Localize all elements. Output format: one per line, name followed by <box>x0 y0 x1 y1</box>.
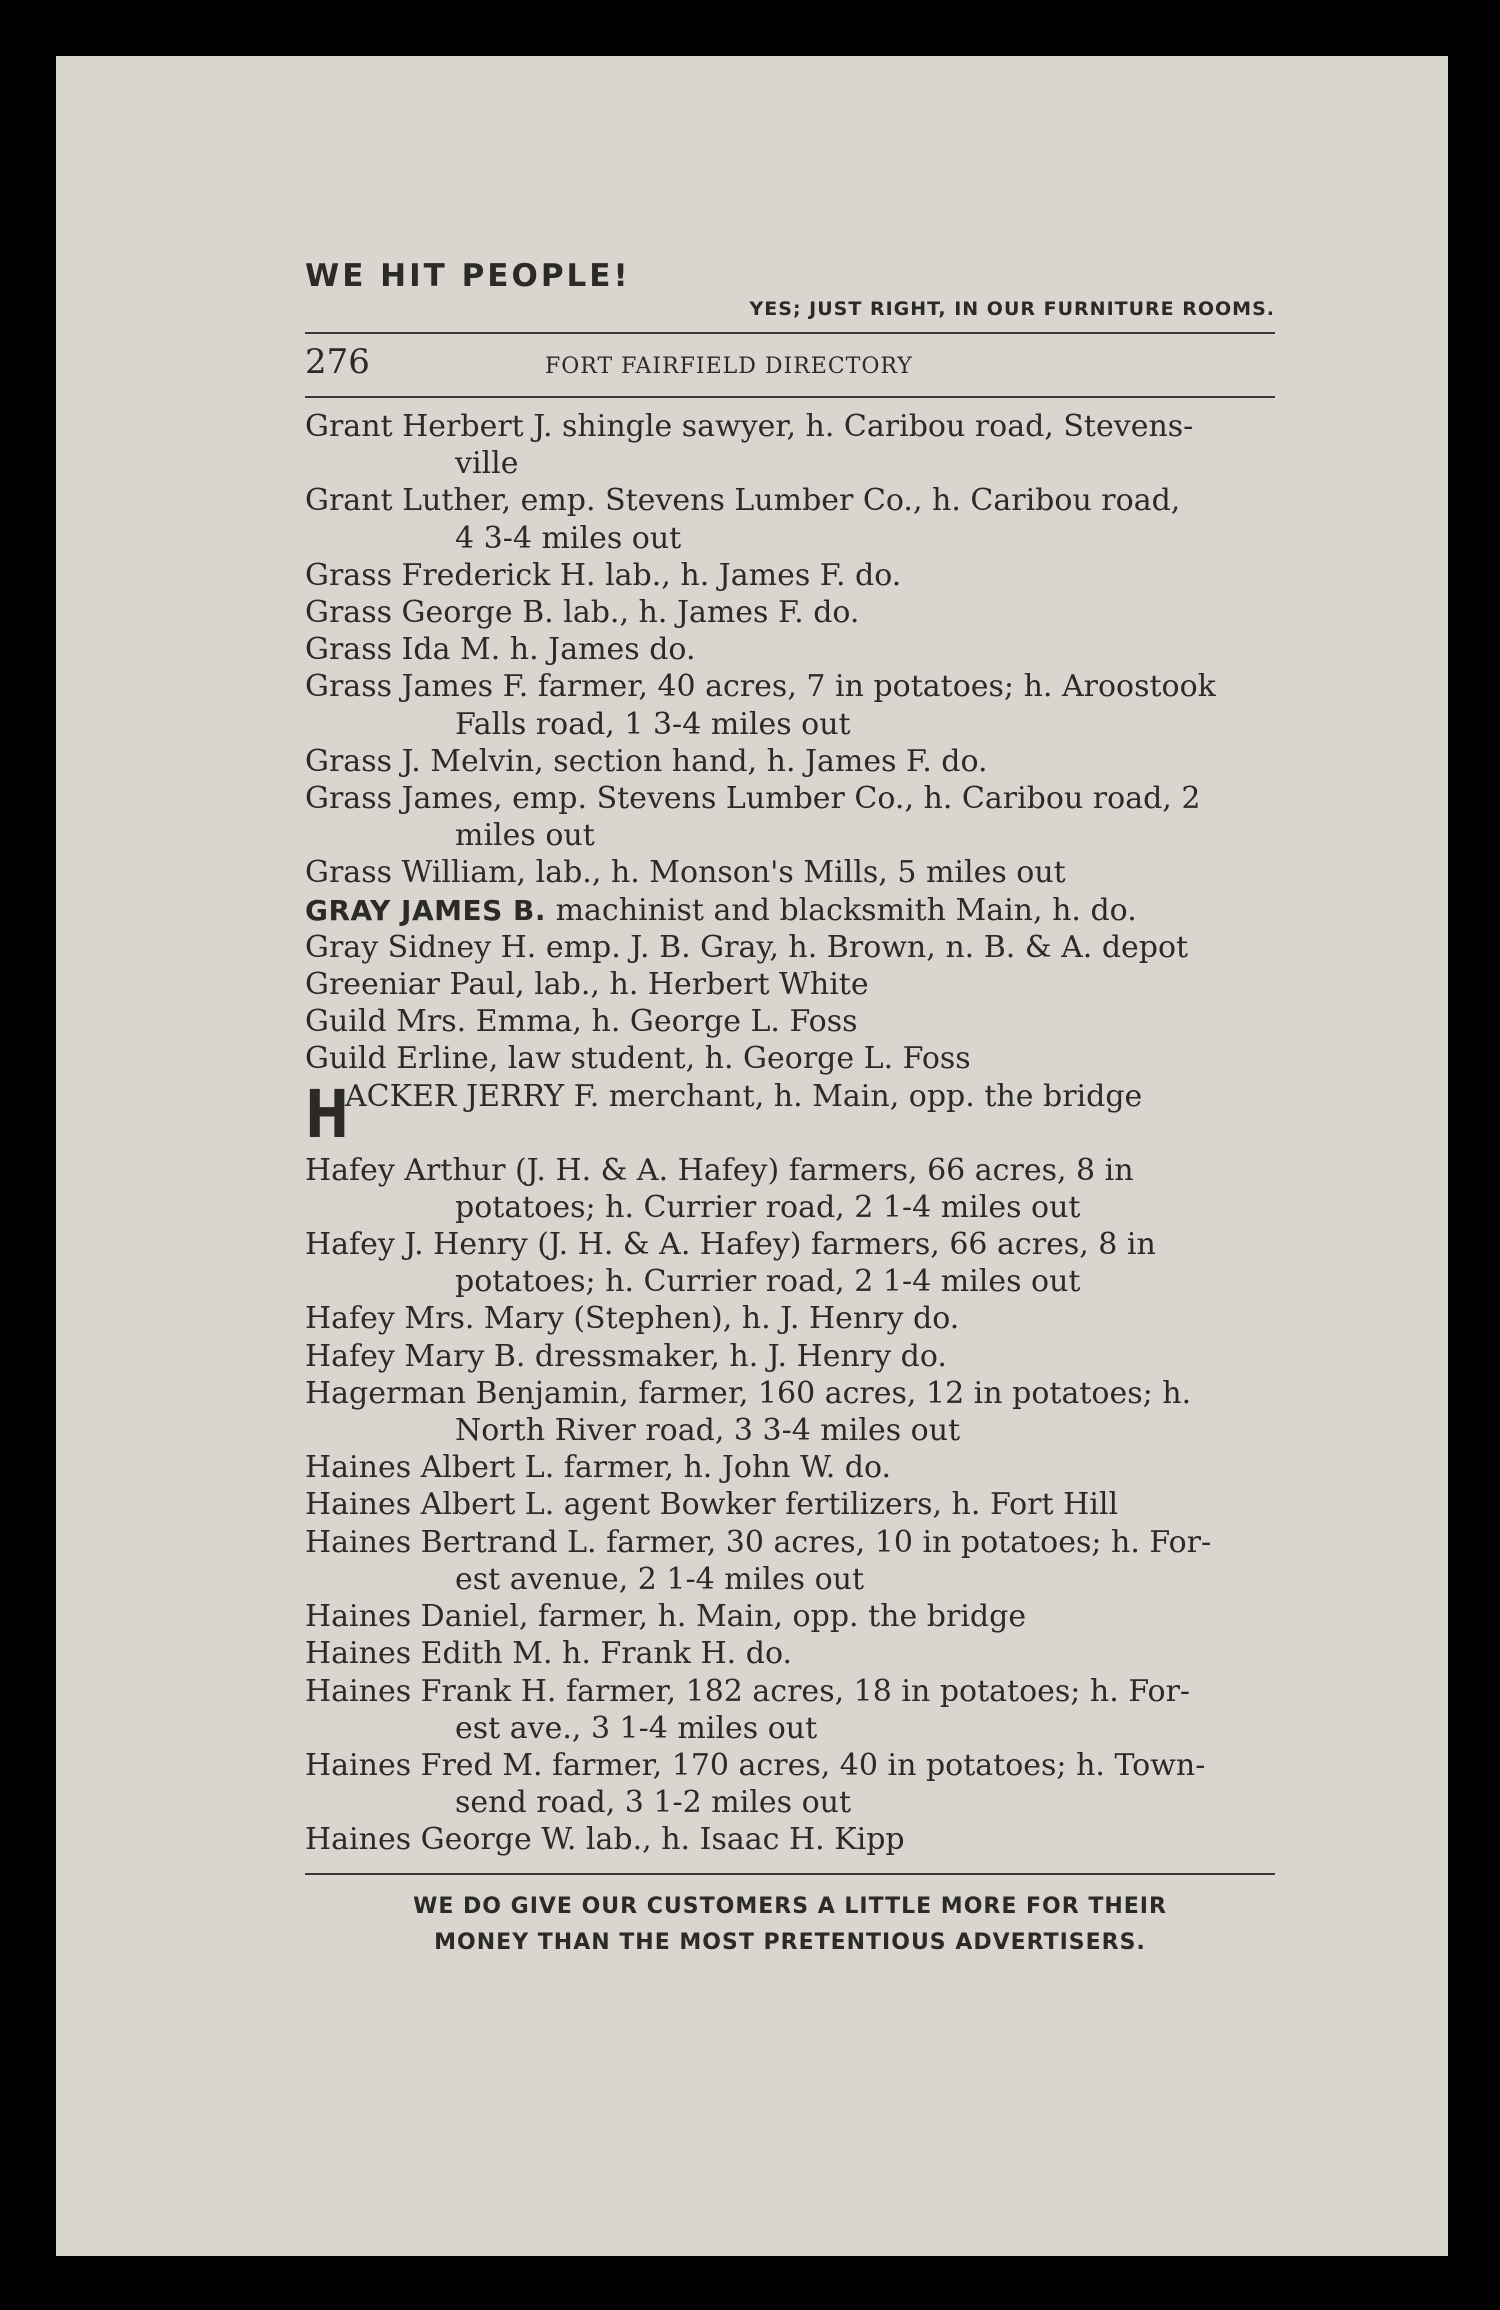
entry-line: Hafey Arthur (J. H. & A. Hafey) farmers, 66 acres, 8 in <box>305 1152 1134 1188</box>
entry-line: Grass Frederick H. lab., h. James F. do. <box>305 557 902 593</box>
entry-hacker-jerry <box>305 1075 1275 1153</box>
page-number: 276 <box>305 342 370 382</box>
entry-text: machinist and blacksmith Main, h. do. <box>546 892 1137 928</box>
top-advertisement <box>305 256 1275 322</box>
entry-gray-james <box>305 892 1275 929</box>
entry-line: Grass George B. lab., h. James F. do. <box>305 595 860 631</box>
entry-line: Hafey Mrs. Mary (Stephen), h. J. Henry do. <box>305 1301 960 1337</box>
entry-line: Grass William, lab., h. Monson's Mills, 5 miles out <box>305 855 1066 891</box>
entry-line: Greeniar Paul, lab., h. Herbert White <box>305 967 869 1003</box>
entry-line: Haines Albert L. agent Bowker fertilizers, h. Fort Hill <box>305 1487 1119 1523</box>
entry-line: Hafey J. Henry (J. H. & A. Hafey) farmers, 66 acres, 8 in <box>305 1227 1156 1263</box>
bottom-advertisement <box>305 1889 1275 1961</box>
entry-line: potatoes; h. Currier road, 2 1-4 miles out <box>455 1264 1081 1300</box>
ad-bottom-line: WE DO GIVE OUR CUSTOMERS A LITTLE MORE FOR THEIR <box>413 1893 1167 1919</box>
running-head: FORT FAIRFIELD DIRECTORY <box>545 354 913 379</box>
entry-line: potatoes; h. Currier road, 2 1-4 miles out <box>455 1189 1081 1225</box>
entry-bold-name: GRAY JAMES B. <box>305 893 547 927</box>
ad-subline: YES; JUST RIGHT, IN OUR FURNITURE ROOMS. <box>749 298 1275 320</box>
entry-line: Hagerman Benjamin, farmer, 160 acres, 12 in potatoes; h. <box>305 1375 1192 1411</box>
ad-headline: WE HIT PEOPLE! <box>305 258 631 294</box>
entry-line: ville <box>455 446 519 482</box>
entry-line: Grass James, emp. Stevens Lumber Co., h. Caribou road, 2 <box>305 781 1201 817</box>
entry-line: Haines Daniel, farmer, h. Main, opp. the bridge <box>305 1599 1027 1635</box>
entry-line: Haines Frank H. farmer, 182 acres, 18 in potatoes; h. For- <box>305 1673 1191 1709</box>
page-content <box>305 256 1275 1961</box>
drop-cap-letter: H <box>305 1075 350 1153</box>
entry-line: Gray Sidney H. emp. J. B. Gray, h. Brown, n. B. & A. depot <box>305 929 1189 965</box>
entry-line: 4 3-4 miles out <box>455 520 682 556</box>
footer-rule <box>305 1873 1275 1875</box>
entry-line: Haines Edith M. h. Frank H. do. <box>305 1636 793 1672</box>
entry-text: ACKER JERRY F. merchant, h. Main, opp. the bridge <box>345 1078 1143 1114</box>
entry-line: Haines George W. lab., h. Isaac H. Kipp <box>305 1822 905 1858</box>
entry-line: Falls road, 1 3-4 miles out <box>455 706 851 742</box>
entry-line: Haines Bertrand L. farmer, 30 acres, 10 in potatoes; h. For- <box>305 1524 1212 1560</box>
entry-line: Grant Herbert J. shingle sawyer, h. Caribou road, Stevens- <box>305 409 1194 444</box>
entry-line: Guild Erline, law student, h. George L. Foss <box>305 1041 971 1077</box>
entry-line: est avenue, 2 1-4 miles out <box>455 1561 865 1597</box>
page-header <box>305 334 1275 396</box>
entry-line: Grant Luther, emp. Stevens Lumber Co., h. Caribou road, <box>305 483 1181 519</box>
entry-line: est ave., 3 1-4 miles out <box>455 1710 818 1746</box>
entry-line: Guild Mrs. Emma, h. George L. Foss <box>305 1004 858 1040</box>
entry-line: Grass J. Melvin, section hand, h. James F. do. <box>305 743 988 779</box>
entry-line: Grass Ida M. h. James do. <box>305 632 696 668</box>
entry-line: Hafey Mary B. dressmaker, h. J. Henry do. <box>305 1338 947 1374</box>
entry-line: Haines Albert L. farmer, h. John W. do. <box>305 1450 892 1486</box>
entry-line: Grass James F. farmer, 40 acres, 7 in potatoes; h. Aroostook <box>305 669 1216 705</box>
entry-line: miles out <box>455 818 595 854</box>
entry-line: North River road, 3 3-4 miles out <box>455 1413 961 1449</box>
directory-page <box>56 56 1448 2256</box>
directory-entries <box>305 398 1275 1859</box>
entry-line: send road, 3 1-2 miles out <box>455 1785 852 1821</box>
entry-line: Haines Fred M. farmer, 170 acres, 40 in potatoes; h. Town- <box>305 1747 1206 1783</box>
ad-bottom-line: MONEY THAN THE MOST PRETENTIOUS ADVERTISERS. <box>434 1929 1146 1955</box>
